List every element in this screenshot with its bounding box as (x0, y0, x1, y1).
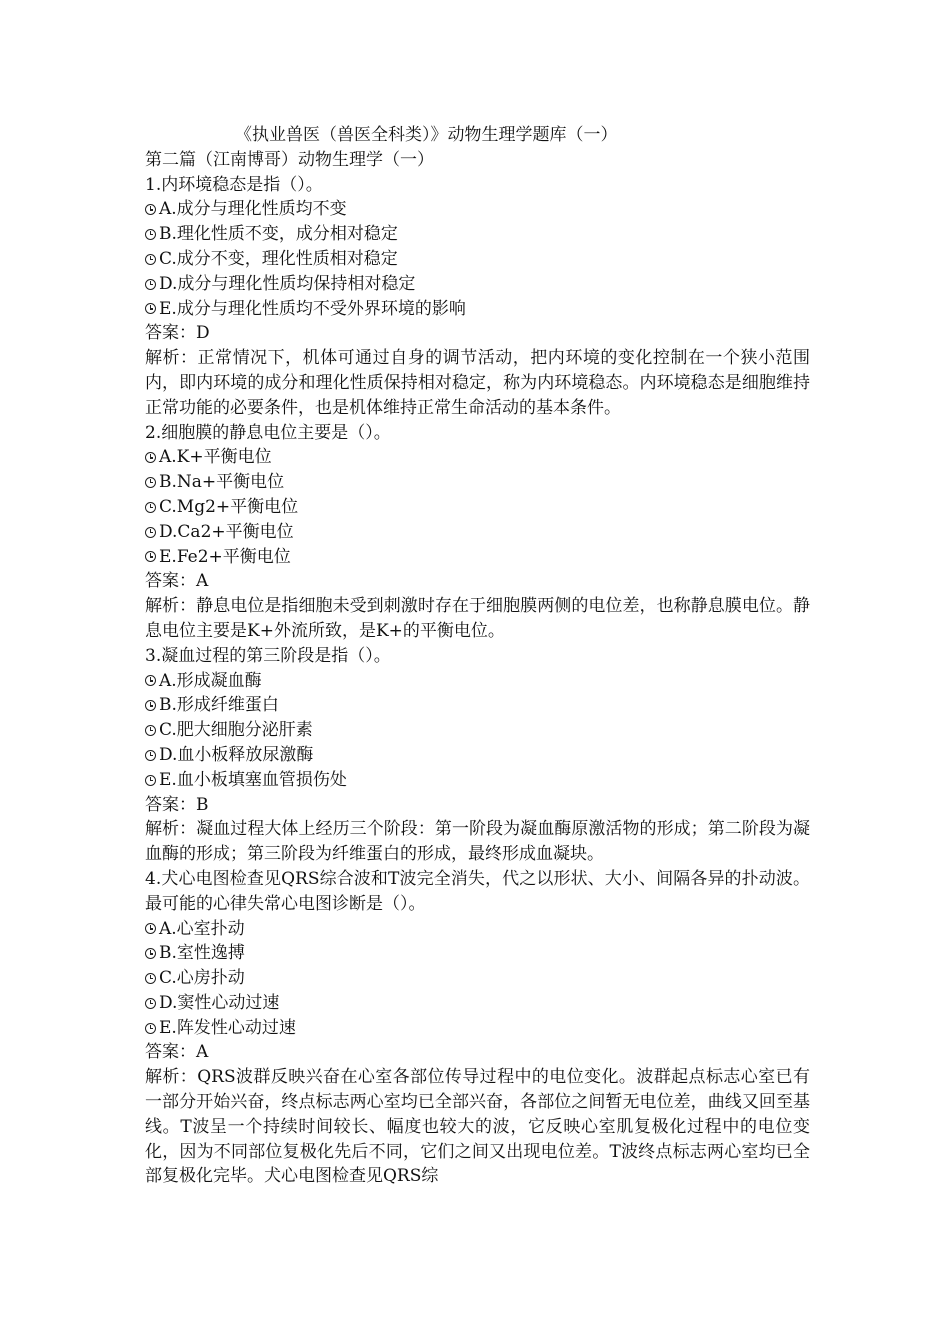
radio-clock-icon (145, 750, 156, 761)
section-title: 第二篇（江南博哥）动物生理学（一） (145, 149, 434, 170)
document-title: 《执业兽医（兽医全科类）》动物生理学题库（一） (235, 125, 618, 145)
question-stem: 2.细胞膜的静息电位主要是（）。 (145, 422, 391, 443)
radio-clock-icon (145, 229, 156, 240)
option-e[interactable] (145, 1016, 810, 1041)
radio-clock-icon (145, 1023, 156, 1034)
option-e[interactable] (145, 545, 810, 570)
question-2 (145, 421, 810, 644)
radio-clock-icon (145, 303, 156, 314)
option-label: B.形成纤维蛋白 (159, 695, 279, 716)
option-d[interactable] (145, 520, 810, 545)
option-c[interactable] (145, 966, 810, 991)
option-label: D.Ca2+平衡电位 (159, 521, 294, 542)
radio-clock-icon (145, 998, 156, 1009)
option-label: D.血小板释放尿激酶 (159, 744, 314, 765)
radio-clock-icon (145, 279, 156, 290)
option-label: C.成分不变，理化性质相对稳定 (159, 248, 398, 269)
answer: 答案：A (145, 571, 209, 592)
radio-clock-icon (145, 923, 156, 934)
option-c[interactable] (145, 718, 810, 743)
radio-clock-icon (145, 477, 156, 488)
answer: 答案：D (145, 323, 210, 344)
option-c[interactable] (145, 495, 810, 520)
radio-clock-icon (145, 973, 156, 984)
radio-clock-icon (145, 948, 156, 959)
option-label: B.Na+平衡电位 (159, 472, 285, 493)
question-1 (145, 173, 810, 421)
option-a[interactable] (145, 197, 810, 222)
document-page (145, 123, 810, 1189)
option-label: E.Fe2+平衡电位 (159, 546, 291, 567)
radio-clock-icon (145, 527, 156, 538)
option-d[interactable] (145, 743, 810, 768)
option-label: C.心房扑动 (159, 968, 245, 989)
option-d[interactable] (145, 272, 810, 297)
option-b[interactable] (145, 693, 810, 718)
option-a[interactable] (145, 445, 810, 470)
option-c[interactable] (145, 247, 810, 272)
analysis: 解析：静息电位是指细胞未受到刺激时存在于细胞膜两侧的电位差，也称静息膜电位。静息电位主要是K+外流所致，是K+的平衡电位。 (145, 596, 810, 641)
option-label: B.室性逸搏 (159, 943, 245, 964)
option-e[interactable] (145, 297, 810, 322)
option-d[interactable] (145, 991, 810, 1016)
option-label: C.肥大细胞分泌肝素 (159, 720, 313, 741)
option-label: E.成分与理化性质均不受外界环境的影响 (159, 298, 466, 319)
option-b[interactable] (145, 941, 810, 966)
option-label: E.血小板填塞血管损伤处 (159, 769, 347, 790)
question-stem: 1.内环境稳态是指（）。 (145, 174, 323, 195)
option-e[interactable] (145, 768, 810, 793)
radio-clock-icon (145, 675, 156, 686)
question-3 (145, 644, 810, 867)
radio-clock-icon (145, 502, 156, 513)
answer: 答案：B (145, 794, 209, 815)
question-stem: 4.犬心电图检查见QRS综合波和T波完全消失，代之以形状、大小、间隔各异的扑动波。最可能的心律失常心电图诊断是（）。 (145, 868, 810, 914)
radio-clock-icon (145, 700, 156, 711)
radio-clock-icon (145, 452, 156, 463)
option-label: C.Mg2+平衡电位 (159, 496, 299, 517)
question-4 (145, 867, 810, 1189)
radio-clock-icon (145, 725, 156, 736)
option-label: B.理化性质不变，成分相对稳定 (159, 224, 398, 245)
option-label: A.心室扑动 (159, 918, 245, 939)
analysis: 解析：正常情况下，机体可通过自身的调节活动，把内环境的变化控制在一个狭小范围内，即内环境的成分和理化性质保持相对稳定，称为内环境稳态。内环境稳态是细胞维持正常功能的必要条件，也是机体维持正常生命活动的基本条件。 (145, 348, 810, 418)
option-b[interactable] (145, 470, 810, 495)
option-label: A.形成凝血酶 (159, 670, 262, 691)
question-stem: 3.凝血过程的第三阶段是指（）。 (145, 645, 391, 666)
radio-clock-icon (145, 254, 156, 265)
option-a[interactable] (145, 917, 810, 942)
option-a[interactable] (145, 669, 810, 694)
radio-clock-icon (145, 551, 156, 562)
option-label: D.窦性心动过速 (159, 992, 280, 1013)
option-b[interactable] (145, 222, 810, 247)
analysis: 解析：凝血过程大体上经历三个阶段：第一阶段为凝血酶原激活物的形成；第二阶段为凝血酶的形成；第三阶段为纤维蛋白的形成，最终形成血凝块。 (145, 819, 810, 865)
analysis: 解析：QRS波群反映兴奋在心室各部位传导过程中的电位变化。波群起点标志心室已有一部分开始兴奋，终点标志两心室均已全部兴奋，各部位之间暂无电位差，曲线又回至基线。T波呈一个持续时间较长、幅度也较大的波，它反映心室肌复极化过程中的电位变化，因为不同部位复极化先后不同，它们之间又出现电位差。T波终点标志两心室均已全部复极化完毕。犬心电图检查见QRS综 (145, 1067, 810, 1187)
option-label: D.成分与理化性质均保持相对稳定 (159, 273, 416, 294)
radio-clock-icon (145, 775, 156, 786)
answer: 答案：A (145, 1042, 209, 1063)
option-label: E.阵发性心动过速 (159, 1017, 296, 1038)
option-label: A.成分与理化性质均不变 (159, 199, 347, 220)
radio-clock-icon (145, 204, 156, 215)
option-label: A.K+平衡电位 (159, 447, 272, 468)
